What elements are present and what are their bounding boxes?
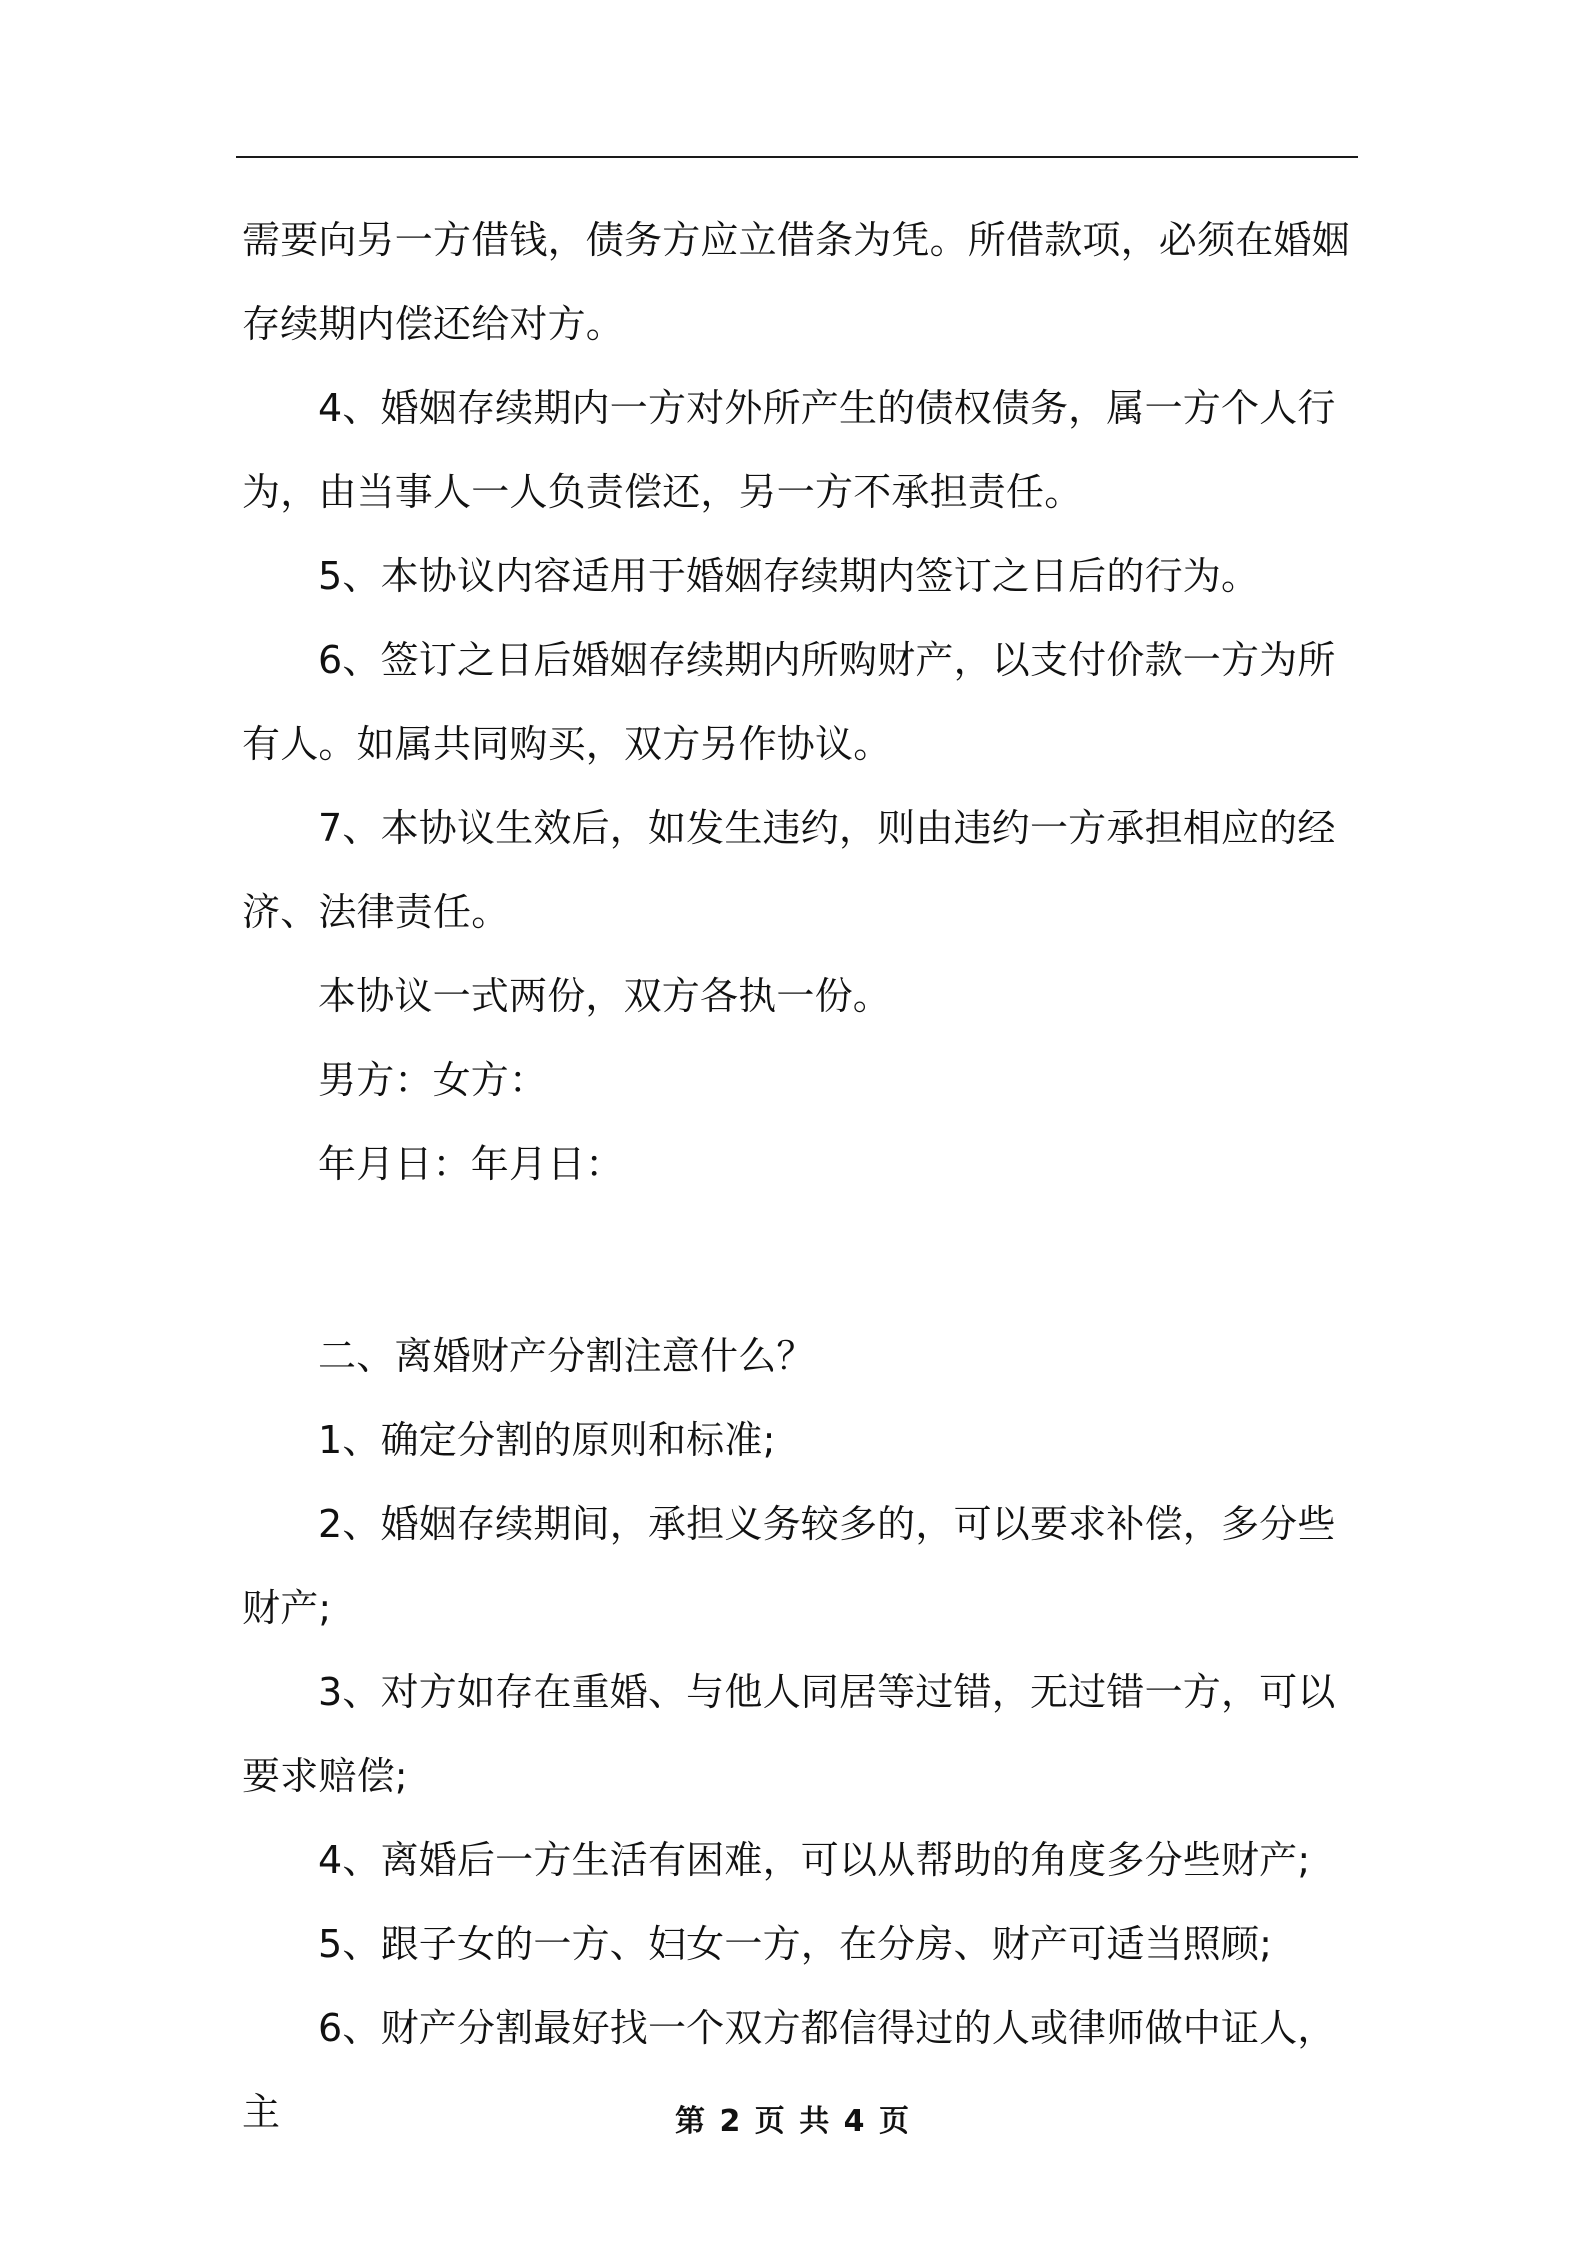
signature-parties: 男方：女方：	[318, 1058, 548, 1102]
item-2: 2、婚姻存续期间，承担义务较多的，可以要求补偿，多分些财产;	[242, 1502, 1336, 1630]
item-3: 3、对方如存在重婚、与他人同居等过错，无过错一方，可以要求赔偿;	[242, 1670, 1336, 1798]
item-5: 5、跟子女的一方、妇女一方，在分房、财产可适当照顾;	[318, 1922, 1273, 1966]
paragraph-continuation: 需要向另一方借钱，债务方应立借条为凭。所借款项，必须在婚姻存续期内偿还给对方。	[242, 218, 1350, 346]
clause-7: 7、本协议生效后，如发生违约，则由违约一方承担相应的经济、法律责任。	[242, 806, 1336, 934]
clause-5: 5、本协议内容适用于婚姻存续期内签订之日后的行为。	[318, 554, 1260, 598]
clause-4: 4、婚姻存续期内一方对外所产生的债权债务，属一方个人行为，由当事人一人负责偿还，另一方不承担责任。	[242, 386, 1336, 514]
header-rule	[236, 156, 1358, 158]
item-6: 6、财产分割最好找一个双方都信得过的人或律师做中证人，主	[242, 2006, 1336, 2134]
section-gap	[242, 1206, 1364, 1314]
clause-6: 6、签订之日后婚姻存续期内所购财产，以支付价款一方为所有人。如属共同购买，双方另作协议。	[242, 638, 1336, 766]
page-number-footer: 第 2 页 共 4 页	[675, 2104, 911, 2139]
signature-dates: 年月日：年月日：	[318, 1142, 624, 1186]
item-4: 4、离婚后一方生活有困难，可以从帮助的角度多分些财产;	[318, 1838, 1311, 1882]
copies-note: 本协议一式两份，双方各执一份。	[318, 974, 892, 1018]
document-body	[242, 198, 1364, 2154]
item-1: 1、确定分割的原则和标准;	[318, 1418, 776, 1462]
section-heading: 二、离婚财产分割注意什么？	[318, 1334, 815, 1378]
